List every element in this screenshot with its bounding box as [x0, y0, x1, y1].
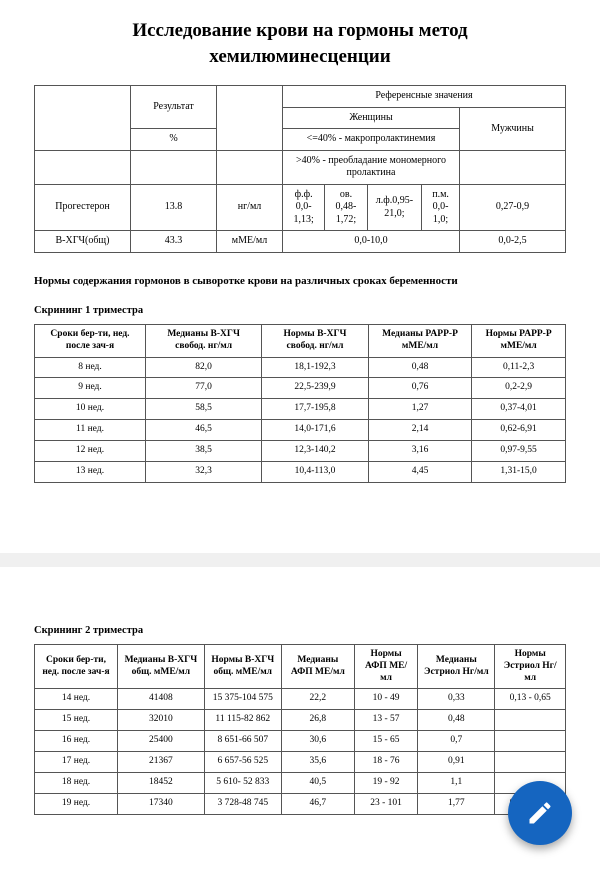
cell-hcg-norm: 14,0-171,6 [262, 420, 369, 441]
page-title: Исследование крови на гормоны метод хемилюминесценции [132, 20, 468, 67]
col-header-pappa-median: Медианы PAPP-P мМЕ/мл [368, 324, 471, 357]
cell-afp-norm: 13 - 57 [354, 710, 417, 731]
cell-pappa-median: 1,27 [368, 399, 471, 420]
col-header-afp-median: Медианы АФП МЕ/мл [281, 644, 354, 689]
screening2-label: Скрининг 2 триместра [34, 624, 144, 636]
table-row [35, 357, 566, 378]
cell-term: 8 нед. [35, 357, 146, 378]
col-header-afp-norm: Нормы АФП МЕ/мл [354, 644, 417, 689]
cell-hcg-norm: 8 651-66 507 [204, 731, 281, 752]
screening1-label: Скрининг 1 триместра [34, 304, 144, 316]
analyte-result: 13.8 [131, 184, 217, 231]
table-row [35, 441, 566, 462]
cell-pappa-norm: 0,11-2,3 [472, 357, 566, 378]
table-row [35, 689, 566, 710]
col-header-term: Сроки бер-ти, нед. после зач-я [35, 644, 118, 689]
table-header-row [35, 324, 566, 357]
analyte-units: нг/мл [217, 184, 283, 231]
units-header [217, 86, 283, 151]
cell-pappa-median: 4,45 [368, 461, 471, 482]
cell-hcg-median: 38,5 [146, 441, 262, 462]
cell-term: 18 нед. [35, 772, 118, 793]
cell-hcg-norm: 15 375-104 575 [204, 689, 281, 710]
page-break-gap [0, 553, 600, 567]
cell-hcg-median: 82,0 [146, 357, 262, 378]
empty-cell [217, 150, 283, 184]
cell-hcg-norm: 3 728-48 745 [204, 793, 281, 814]
section-subtitle: Нормы содержания гормонов в сыворотке крови на различных сроках беременности [34, 274, 458, 287]
ref-men: 0,0-2,5 [460, 231, 566, 253]
col-header-pappa-norm: Нормы PAPP-P мМЕ/мл [472, 324, 566, 357]
ref-women: 0,0-10,0 [283, 231, 460, 253]
analyte-result: 43.3 [131, 231, 217, 253]
cell-afp-median: 46,7 [281, 793, 354, 814]
cell-hcg-norm: 10,4-113,0 [262, 461, 369, 482]
cell-term: 15 нед. [35, 710, 118, 731]
table-row [35, 731, 566, 752]
ref-men: 0,27-0,9 [460, 184, 566, 231]
cell-afp-median: 35,6 [281, 752, 354, 773]
table-row [35, 710, 566, 731]
result-header: Результат [131, 86, 217, 129]
analyte-name: Прогестерон [35, 184, 131, 231]
cell-afp-norm: 23 - 101 [354, 793, 417, 814]
cell-pappa-median: 3,16 [368, 441, 471, 462]
col-header-term: Сроки бер-ти, нед. после зач-я [35, 324, 146, 357]
cell-term: 12 нед. [35, 441, 146, 462]
cell-afp-norm: 18 - 76 [354, 752, 417, 773]
table-row [35, 461, 566, 482]
empty-corner-cell [35, 86, 131, 151]
cell-pappa-median: 2,14 [368, 420, 471, 441]
cell-hcg-median: 77,0 [146, 378, 262, 399]
cell-hcg-median: 58,5 [146, 399, 262, 420]
cell-estriol-median: 0,33 [418, 689, 495, 710]
ref-women-follicular: ф.ф. 0,0-1,13; [283, 184, 325, 231]
women-header: Женщины [283, 107, 460, 129]
table-row [35, 772, 566, 793]
cell-hcg-norm: 6 657-56 525 [204, 752, 281, 773]
cell-hcg-norm: 5 610- 52 833 [204, 772, 281, 793]
col-header-hcg-median: Медианы В-ХГЧ общ. мМЕ/мл [118, 644, 205, 689]
cell-hcg-median: 41408 [118, 689, 205, 710]
cell-hcg-norm: 12,3-140,2 [262, 441, 369, 462]
cell-estriol-norm [495, 752, 566, 773]
empty-cell [35, 150, 131, 184]
edit-pencil-icon [526, 799, 554, 827]
macroprolactinemia-note: <=40% - макропролактинемия [283, 129, 460, 151]
ref-women-ovulation: ов. 0,48-1,72; [325, 184, 367, 231]
cell-term: 10 нед. [35, 399, 146, 420]
cell-afp-median: 22,2 [281, 689, 354, 710]
cell-estriol-norm: 0,13 - 0,65 [495, 689, 566, 710]
cell-term: 14 нед. [35, 689, 118, 710]
cell-hcg-median: 18452 [118, 772, 205, 793]
cell-term: 13 нед. [35, 461, 146, 482]
percent-cell: % [131, 129, 217, 151]
document-bottom-section [0, 567, 600, 823]
col-header-estriol-median: Медианы Эстриол Нг/мл [418, 644, 495, 689]
analyte-units: мМЕ/мл [217, 231, 283, 253]
cell-term: 9 нед. [35, 378, 146, 399]
cell-estriol-norm [495, 731, 566, 752]
cell-pappa-norm: 0,62-6,91 [472, 420, 566, 441]
cell-term: 11 нед. [35, 420, 146, 441]
cell-hcg-median: 21367 [118, 752, 205, 773]
cell-hcg-median: 46,5 [146, 420, 262, 441]
cell-pappa-median: 0,48 [368, 357, 471, 378]
cell-pappa-norm: 0,37-4,01 [472, 399, 566, 420]
cell-hcg-median: 32,3 [146, 461, 262, 482]
screening2-table [34, 644, 566, 815]
reference-header: Референсные значения [283, 86, 566, 108]
cell-estriol-median: 0,48 [418, 710, 495, 731]
cell-afp-median: 30,6 [281, 731, 354, 752]
edit-fab-button[interactable] [508, 781, 572, 845]
ref-women-luteal: л.ф.0,95-21,0; [367, 184, 421, 231]
cell-estriol-norm [495, 710, 566, 731]
monomeric-prolactin-note: >40% - преобладание мономерного пролактина [283, 150, 460, 184]
cell-hcg-norm: 11 115-82 862 [204, 710, 281, 731]
col-header-hcg-median: Медианы В-ХГЧ свобод. нг/мл [146, 324, 262, 357]
cell-afp-median: 40,5 [281, 772, 354, 793]
cell-pappa-norm: 0,97-9,55 [472, 441, 566, 462]
table-row [35, 378, 566, 399]
table-row [35, 420, 566, 441]
table-header-row [35, 644, 566, 689]
cell-estriol-median: 1,77 [418, 793, 495, 814]
cell-afp-median: 26,8 [281, 710, 354, 731]
table-row [35, 793, 566, 814]
table-row [35, 231, 566, 253]
cell-estriol-median: 0,7 [418, 731, 495, 752]
cell-hcg-median: 32010 [118, 710, 205, 731]
cell-afp-norm: 10 - 49 [354, 689, 417, 710]
col-header-hcg-norm: Нормы В-ХГЧ свобод. нг/мл [262, 324, 369, 357]
analyte-name: B-ХГЧ(общ) [35, 231, 131, 253]
cell-hcg-norm: 18,1-192,3 [262, 357, 369, 378]
cell-estriol-median: 1,1 [418, 772, 495, 793]
table-row [35, 399, 566, 420]
cell-hcg-median: 17340 [118, 793, 205, 814]
cell-pappa-norm: 1,31-15,0 [472, 461, 566, 482]
cell-term: 19 нед. [35, 793, 118, 814]
cell-afp-norm: 19 - 92 [354, 772, 417, 793]
cell-afp-norm: 15 - 65 [354, 731, 417, 752]
table-row [35, 752, 566, 773]
empty-cell [131, 150, 217, 184]
cell-estriol-median: 0,91 [418, 752, 495, 773]
hormone-reference-table [34, 85, 566, 253]
table-row [35, 184, 566, 231]
cell-pappa-norm: 0,2-2,9 [472, 378, 566, 399]
empty-cell [460, 150, 566, 184]
cell-hcg-norm: 17,7-195,8 [262, 399, 369, 420]
cell-term: 16 нед. [35, 731, 118, 752]
ref-women-postmenopause: п.м. 0,0-1,0; [422, 184, 460, 231]
table-row [35, 86, 566, 108]
cell-term: 17 нед. [35, 752, 118, 773]
document-top-section [0, 18, 600, 553]
table-row [35, 150, 566, 184]
men-header: Мужчины [460, 107, 566, 150]
cell-pappa-median: 0,76 [368, 378, 471, 399]
cell-hcg-norm: 22,5-239,9 [262, 378, 369, 399]
col-header-hcg-norm: Нормы В-ХГЧ общ. мМЕ/мл [204, 644, 281, 689]
cell-hcg-median: 25400 [118, 731, 205, 752]
screening1-table [34, 324, 566, 483]
col-header-estriol-norm: Нормы Эстриол Нг/мл [495, 644, 566, 689]
